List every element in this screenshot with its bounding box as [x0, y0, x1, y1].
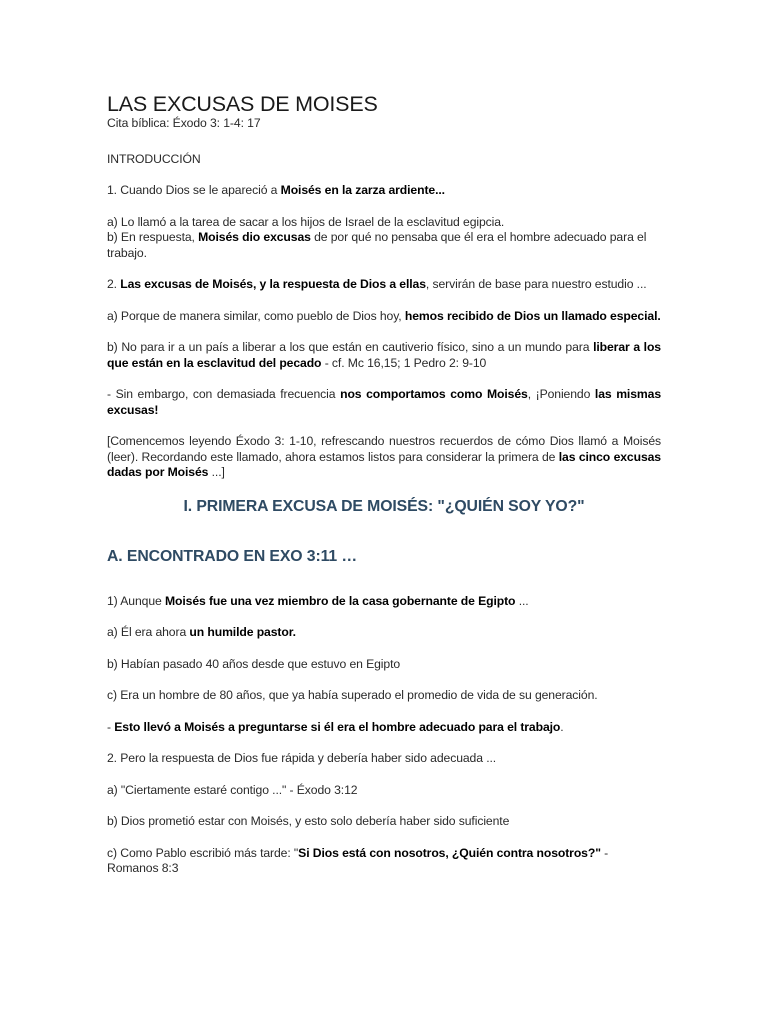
bold-text: las mismas excusas! — [107, 387, 661, 417]
text: a) Porque de manera similar, como pueblo de Dios hoy, — [107, 308, 405, 323]
paragraph-1 — [107, 183, 661, 199]
text: - cf. Mc 16,15; 1 Pedro 2: 9-10 — [321, 355, 487, 370]
text: c) Como Pablo escribió más tarde: " — [107, 845, 299, 860]
text: , ¡Poniendo — [527, 387, 595, 401]
text: 2. — [107, 277, 121, 291]
bold-text: Esto llevó a Moisés a preguntarse si él era el hombre adecuado para el trabajo — [114, 719, 561, 734]
text: , servirán de base para nuestro estudio ... — [425, 277, 647, 291]
bold-text: Moisés en la zarza ardiente... — [280, 183, 445, 197]
point-1c: c) Era un hombre de 80 años, que ya había superado el promedio de vida de su generación. — [107, 688, 598, 702]
point-1-conclusion — [107, 720, 661, 736]
text: b) No para ir a un país a liberar a los que están en cautiverio físico, sino a un mundo para — [107, 340, 594, 354]
point-2: 2. Pero la respuesta de Dios fue rápida y debería haber sido adecuada ... — [107, 751, 497, 765]
bible-citation: Cita bíblica: Éxodo 3: 1-4: 17 — [107, 116, 261, 130]
point-2c — [107, 846, 661, 877]
bold-text: Las excusas de Moisés, y la respuesta de Dios a ellas — [120, 277, 426, 291]
text: ... — [515, 593, 529, 608]
document-page — [107, 92, 661, 893]
text: a) Lo llamó a la tarea de sacar a los hijos de Israel de la esclavitud egipcia. — [107, 214, 505, 229]
point-2a: a) "Ciertamente estaré contigo ..." - Éxodo 3:12 — [107, 782, 358, 797]
text: - Sin embargo, con demasiada frecuencia — [107, 387, 341, 401]
paragraph-6 — [107, 387, 661, 418]
bold-text: Moisés fue una vez miembro de la casa gobernante de Egipto — [164, 593, 516, 608]
bold-text: hemos recibido de Dios un llamado especial. — [404, 308, 661, 323]
paragraph-7 — [107, 434, 661, 481]
text: de por qué no pensaba que él era el hombre adecuado para el trabajo. — [107, 230, 647, 260]
subsection-heading-a: A. ENCONTRADO EN EXO 3:11 … — [107, 547, 358, 565]
bold-text: un humilde pastor. — [189, 625, 296, 639]
text: [Comencemos leyendo Éxodo 3: 1-10, refrescando nuestros recuerdos de cómo Dios llamó a Moisés (leer). Recordando este llamado, ahora estamos listos para considerar la primera de — [107, 434, 661, 464]
paragraph-2 — [107, 215, 661, 262]
text: - — [107, 719, 115, 734]
bold-text: Si Dios está con nosotros, ¿Quién contra nosotros?" — [298, 845, 601, 860]
paragraph-4 — [107, 309, 661, 325]
intro-heading: INTRODUCCIÓN — [107, 151, 201, 166]
text: . — [560, 719, 564, 734]
text: 1. Cuando Dios se le apareció a — [107, 183, 281, 197]
point-1b: b) Habían pasado 40 años desde que estuvo en Egipto — [107, 656, 401, 671]
text: 1) Aunque — [107, 593, 165, 608]
text: - Romanos 8:3 — [107, 845, 609, 875]
document-title: LAS EXCUSAS DE MOISES — [107, 92, 378, 116]
paragraph-5 — [107, 340, 661, 371]
text: ...] — [208, 465, 225, 479]
bold-text: las cinco excusas dadas por Moisés — [107, 449, 661, 479]
point-2b: b) Dios prometió estar con Moisés, y esto solo debería haber sido suficiente — [107, 814, 510, 828]
section-heading-1: I. PRIMERA EXCUSA DE MOISÉS: "¿QUIÉN SOY YO?" — [183, 497, 585, 515]
paragraph-3 — [107, 277, 661, 293]
text: a) Él era ahora — [107, 625, 190, 639]
bold-text: liberar a los que están en la esclavitud del pecado — [107, 340, 661, 370]
text: b) En respuesta, — [107, 230, 199, 244]
point-1a — [107, 625, 661, 641]
bold-text: nos comportamos como Moisés — [340, 387, 528, 401]
point-1 — [107, 594, 661, 610]
bold-text: Moisés dio excusas — [198, 230, 311, 244]
